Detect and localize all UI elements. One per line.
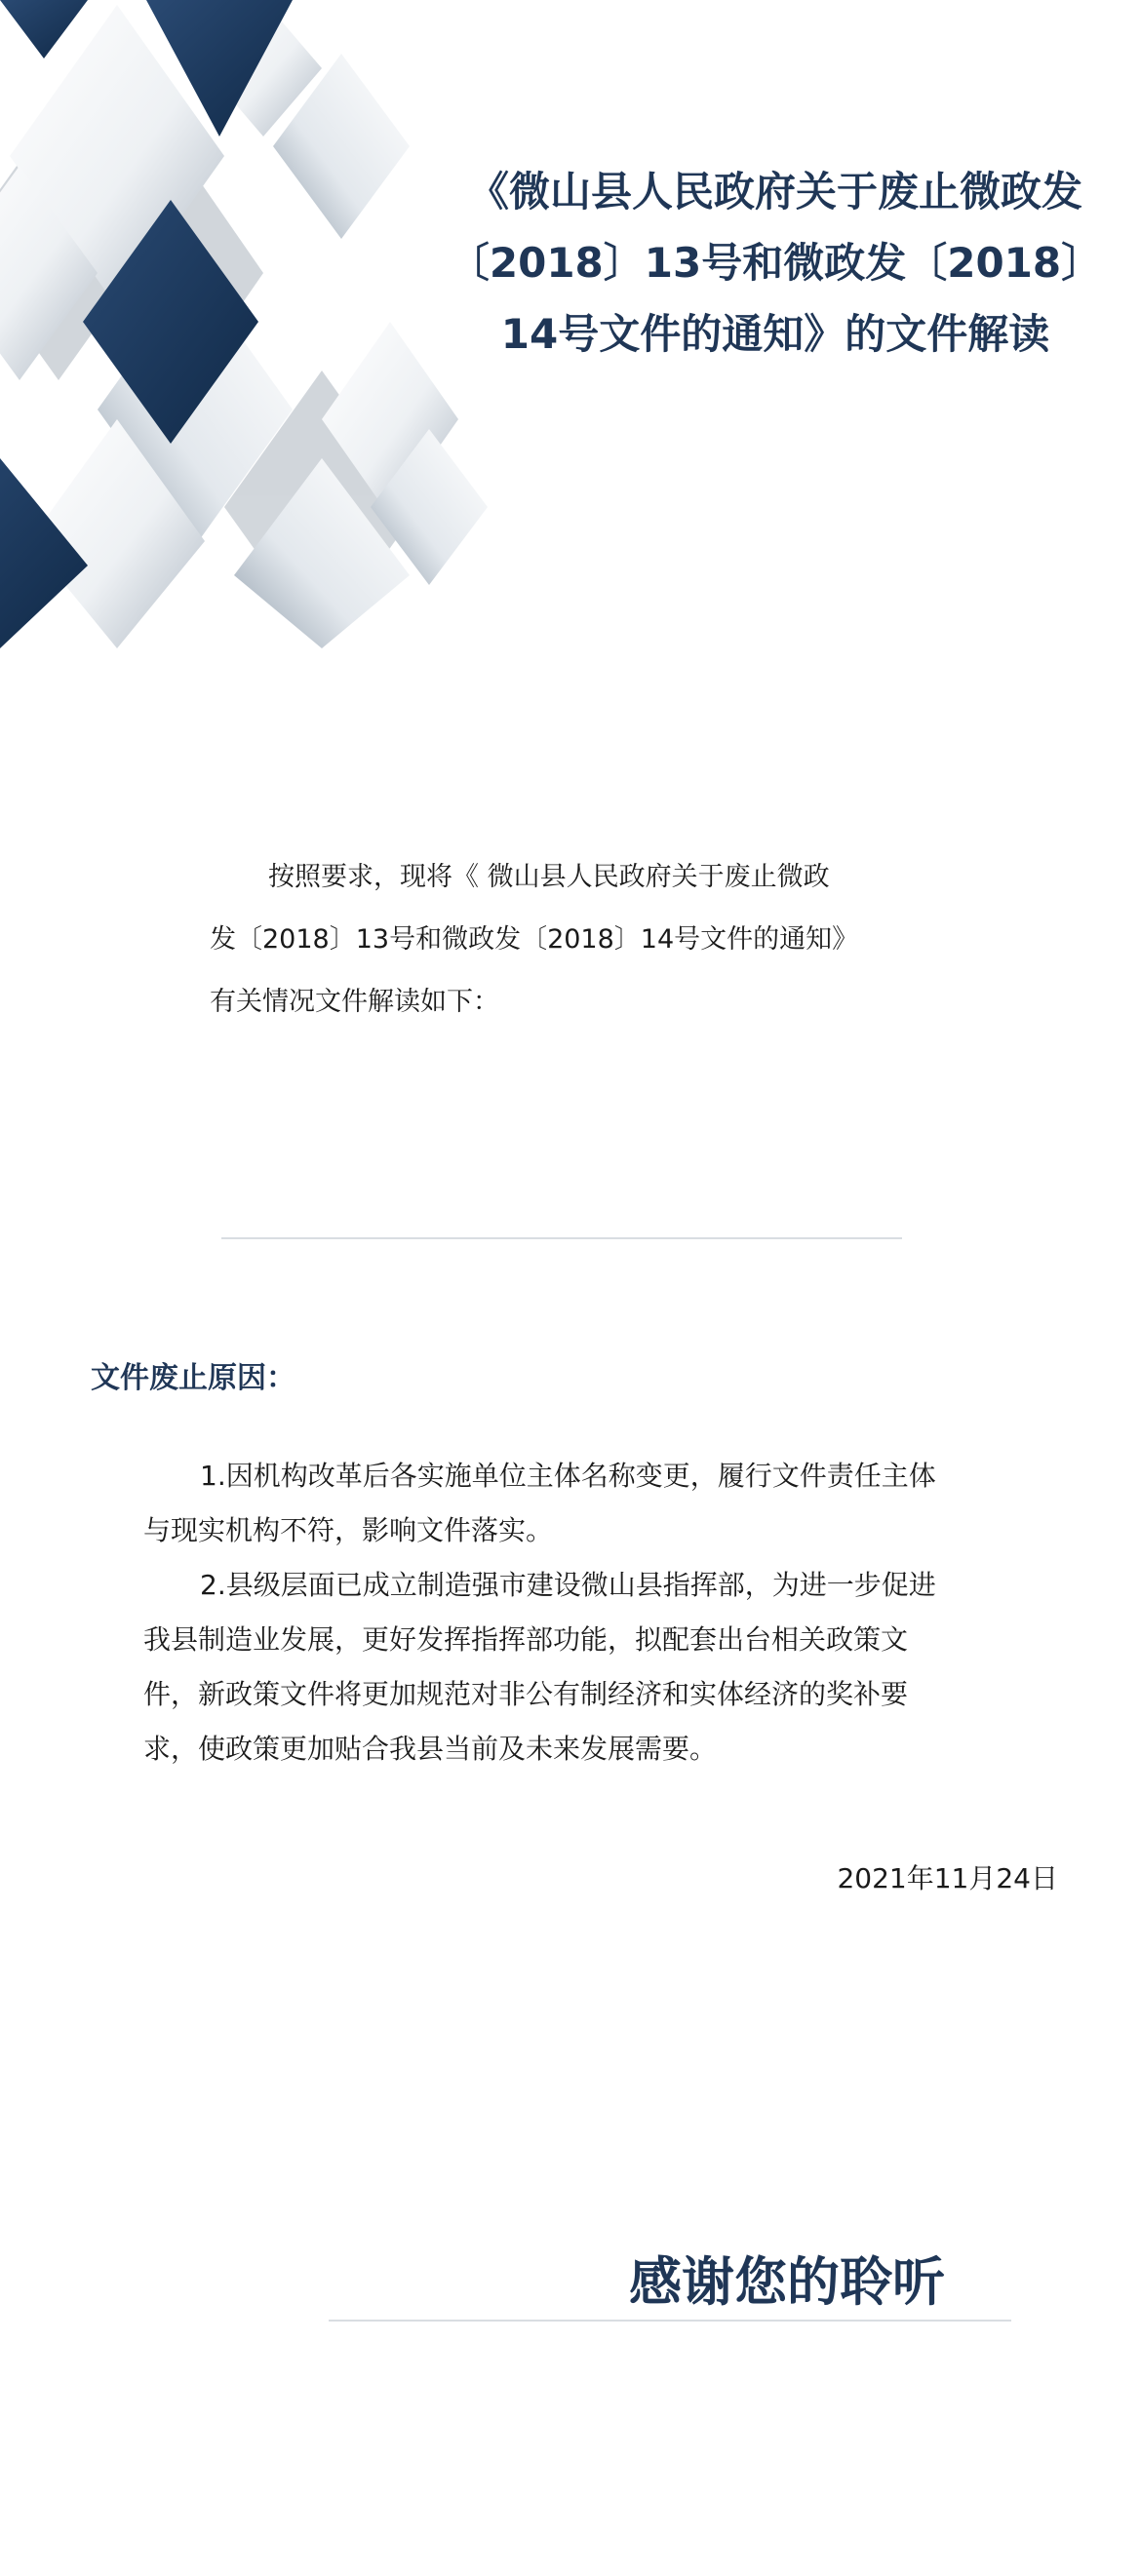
intro-paragraph bbox=[210, 846, 912, 1034]
document-title bbox=[444, 156, 1107, 370]
section-divider bbox=[221, 1237, 902, 1239]
reason-line: 件，新政策文件将更加规范对非公有制经济和实体经济的奖补要 bbox=[143, 1678, 909, 1710]
reason-line: 求，使政策更加贴合我县当前及未来发展需要。 bbox=[143, 1733, 718, 1765]
reason-line: 1.因机构改革后各实施单位主体名称变更，履行文件责任主体 bbox=[200, 1460, 936, 1492]
intro-line: 按照要求，现将《 微山县人民政府关于废止微政 bbox=[268, 862, 830, 892]
title-line: 〔2018〕13号和微政发〔2018〕 bbox=[448, 239, 1103, 287]
closing-divider bbox=[329, 2320, 1011, 2322]
intro-line: 有关情况文件解读如下： bbox=[210, 987, 499, 1017]
reasons-body bbox=[143, 1449, 992, 1776]
intro-line: 发〔2018〕13号和微政发〔2018〕14号文件的通知》 bbox=[210, 924, 859, 955]
document-date: 2021年11月24日 bbox=[837, 1862, 1058, 1894]
decorative-diamond-banner bbox=[0, 0, 488, 648]
reason-line: 2.县级层面已成立制造强市建设微山县指挥部，为进一步促进 bbox=[200, 1569, 936, 1601]
title-line: 14号文件的通知》的文件解读 bbox=[500, 310, 1050, 358]
reason-line: 我县制造业发展，更好发挥指挥部功能，拟配套出台相关政策文 bbox=[143, 1623, 909, 1656]
closing-thanks: 感谢您的聆听 bbox=[629, 2250, 945, 2313]
section-heading: 文件废止原因： bbox=[91, 1361, 295, 1395]
title-line: 《微山县人民政府关于废止微政发 bbox=[467, 168, 1082, 215]
reason-line: 与现实机构不符，影响文件落实。 bbox=[143, 1514, 554, 1546]
